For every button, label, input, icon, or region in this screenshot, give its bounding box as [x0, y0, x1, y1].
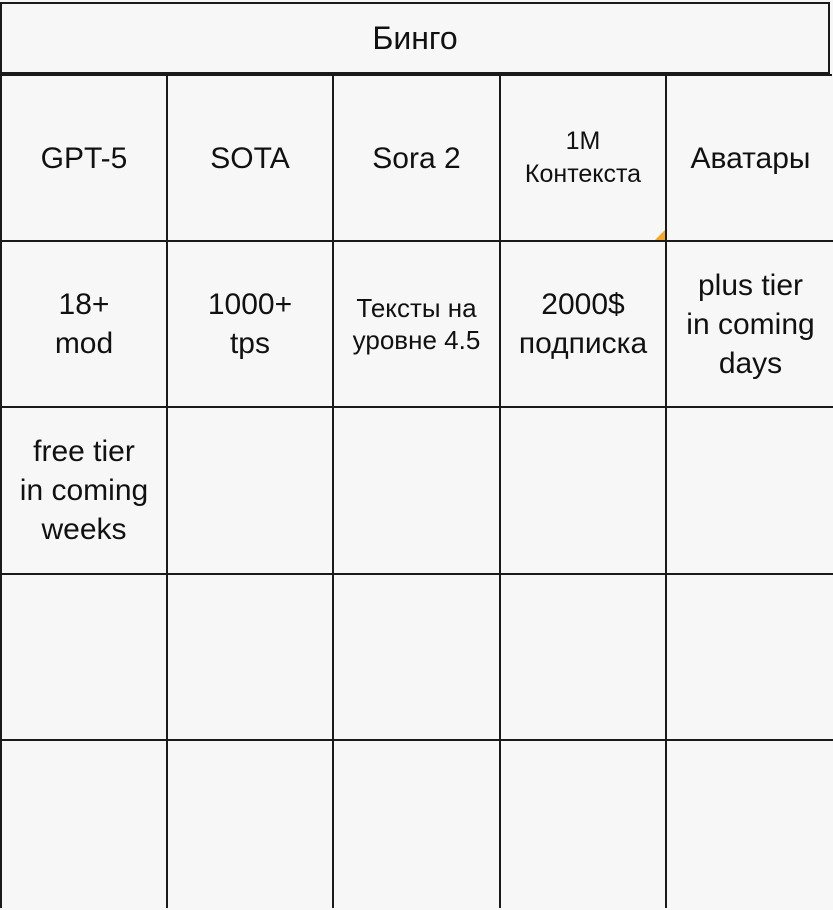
bingo-cell-r5-c1[interactable]: [2, 741, 168, 908]
bingo-cell-r1-c3[interactable]: Sora 2: [334, 76, 501, 242]
bingo-cell-r2-c4[interactable]: 2000$ подписка: [501, 242, 667, 408]
bingo-cell-r1-c2[interactable]: SOTA: [168, 76, 334, 242]
bingo-cell-r1-c5[interactable]: Аватары: [667, 76, 833, 242]
bingo-cell-r2-c3[interactable]: Тексты на уровне 4.5: [334, 242, 501, 408]
bingo-cell-r3-c4[interactable]: [501, 408, 667, 575]
bingo-cell-r4-c2[interactable]: [168, 575, 334, 741]
bingo-cell-r3-c3[interactable]: [334, 408, 501, 575]
bingo-cell-r5-c2[interactable]: [168, 741, 334, 908]
bingo-cell-r1-c1[interactable]: GPT-5: [2, 76, 168, 242]
bingo-cell-r3-c1[interactable]: free tier in coming weeks: [2, 408, 168, 575]
bingo-cell-r1-c4[interactable]: [501, 76, 667, 242]
bingo-cell-r4-c4[interactable]: [501, 575, 667, 741]
bingo-cell-r2-c2[interactable]: 1000+ tps: [168, 242, 334, 408]
bingo-cell-r5-c4[interactable]: [501, 741, 667, 908]
bingo-cell-r5-c3[interactable]: [334, 741, 501, 908]
bingo-cell-r2-c5[interactable]: plus tier in coming days: [667, 242, 833, 408]
bingo-cell-r2-c1[interactable]: 18+ mod: [2, 242, 168, 408]
bingo-cell-r3-c5[interactable]: [667, 408, 833, 575]
bingo-cell-r4-c1[interactable]: [2, 575, 168, 741]
corner-marker-icon: [655, 230, 665, 240]
bingo-title: Бинго: [0, 2, 830, 74]
bingo-cell-r1-c4-label: 1M Контекста: [524, 127, 642, 188]
bingo-cell-r4-c3[interactable]: [334, 575, 501, 741]
bingo-grid: [0, 74, 832, 908]
bingo-cell-r4-c5[interactable]: [667, 575, 833, 741]
bingo-cell-r3-c2[interactable]: [168, 408, 334, 575]
bingo-cell-r5-c5[interactable]: [667, 741, 833, 908]
